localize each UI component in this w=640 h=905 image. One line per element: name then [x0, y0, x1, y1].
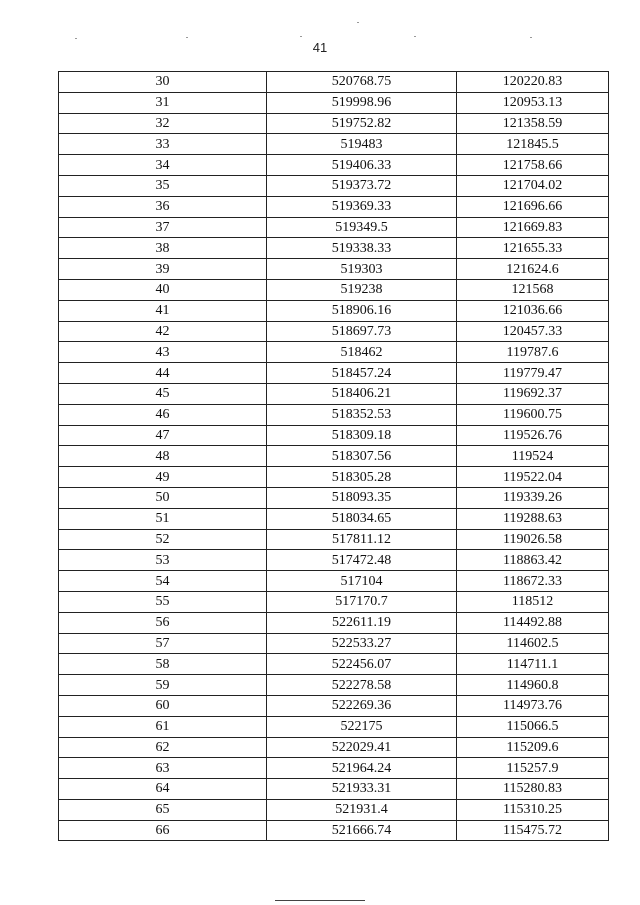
y-coordinate-cell: 114960.8 — [457, 675, 609, 696]
y-coordinate-cell: 119526.76 — [457, 425, 609, 446]
table-row — [59, 342, 609, 363]
table-row — [59, 321, 609, 342]
point-number-cell: 41 — [59, 300, 267, 321]
x-coordinate-cell: 521964.24 — [267, 758, 457, 779]
point-number-cell: 65 — [59, 799, 267, 820]
point-number-cell: 63 — [59, 758, 267, 779]
point-number-cell: 60 — [59, 695, 267, 716]
point-number-cell: 56 — [59, 612, 267, 633]
x-coordinate-cell: 518697.73 — [267, 321, 457, 342]
point-number-cell: 48 — [59, 446, 267, 467]
table-row — [59, 633, 609, 654]
scan-artifact — [357, 22, 359, 23]
point-number-cell: 45 — [59, 383, 267, 404]
y-coordinate-cell: 121758.66 — [457, 155, 609, 176]
y-coordinate-cell: 114492.88 — [457, 612, 609, 633]
table-row — [59, 175, 609, 196]
table-row — [59, 259, 609, 280]
point-number-cell: 66 — [59, 820, 267, 841]
scan-artifact — [530, 37, 532, 38]
point-number-cell: 53 — [59, 550, 267, 571]
y-coordinate-cell: 115066.5 — [457, 716, 609, 737]
table-row — [59, 487, 609, 508]
x-coordinate-cell: 518305.28 — [267, 467, 457, 488]
x-coordinate-cell: 522278.58 — [267, 675, 457, 696]
x-coordinate-cell: 519349.5 — [267, 217, 457, 238]
table-row — [59, 238, 609, 259]
table-row — [59, 571, 609, 592]
point-number-cell: 58 — [59, 654, 267, 675]
point-number-cell: 54 — [59, 571, 267, 592]
y-coordinate-cell: 115257.9 — [457, 758, 609, 779]
point-number-cell: 62 — [59, 737, 267, 758]
table-row — [59, 737, 609, 758]
y-coordinate-cell: 120953.13 — [457, 92, 609, 113]
point-number-cell: 61 — [59, 716, 267, 737]
point-number-cell: 30 — [59, 72, 267, 93]
x-coordinate-cell: 522175 — [267, 716, 457, 737]
point-number-cell: 31 — [59, 92, 267, 113]
y-coordinate-cell: 118672.33 — [457, 571, 609, 592]
table-row — [59, 446, 609, 467]
coordinates-table-container — [58, 71, 608, 841]
y-coordinate-cell: 119339.26 — [457, 487, 609, 508]
x-coordinate-cell: 517170.7 — [267, 591, 457, 612]
table-row — [59, 467, 609, 488]
y-coordinate-cell: 121036.66 — [457, 300, 609, 321]
point-number-cell: 51 — [59, 508, 267, 529]
point-number-cell: 44 — [59, 363, 267, 384]
y-coordinate-cell: 119779.47 — [457, 363, 609, 384]
coordinates-table-body — [59, 72, 609, 841]
x-coordinate-cell: 517811.12 — [267, 529, 457, 550]
y-coordinate-cell: 119524 — [457, 446, 609, 467]
x-coordinate-cell: 518352.53 — [267, 404, 457, 425]
x-coordinate-cell: 518906.16 — [267, 300, 457, 321]
y-coordinate-cell: 114711.1 — [457, 654, 609, 675]
x-coordinate-cell: 518462 — [267, 342, 457, 363]
point-number-cell: 42 — [59, 321, 267, 342]
x-coordinate-cell: 521931.4 — [267, 799, 457, 820]
x-coordinate-cell: 521933.31 — [267, 779, 457, 800]
table-row — [59, 72, 609, 93]
x-coordinate-cell: 519483 — [267, 134, 457, 155]
x-coordinate-cell: 520768.75 — [267, 72, 457, 93]
y-coordinate-cell: 119288.63 — [457, 508, 609, 529]
x-coordinate-cell: 517104 — [267, 571, 457, 592]
table-row — [59, 695, 609, 716]
table-row — [59, 113, 609, 134]
table-row — [59, 799, 609, 820]
y-coordinate-cell: 119026.58 — [457, 529, 609, 550]
table-row — [59, 779, 609, 800]
y-coordinate-cell: 121696.66 — [457, 196, 609, 217]
table-row — [59, 758, 609, 779]
x-coordinate-cell: 519752.82 — [267, 113, 457, 134]
point-number-cell: 33 — [59, 134, 267, 155]
point-number-cell: 50 — [59, 487, 267, 508]
x-coordinate-cell: 522029.41 — [267, 737, 457, 758]
table-row — [59, 591, 609, 612]
y-coordinate-cell: 121358.59 — [457, 113, 609, 134]
table-row — [59, 217, 609, 238]
y-coordinate-cell: 121704.02 — [457, 175, 609, 196]
y-coordinate-cell: 119692.37 — [457, 383, 609, 404]
table-row — [59, 404, 609, 425]
table-row — [59, 425, 609, 446]
y-coordinate-cell: 119522.04 — [457, 467, 609, 488]
point-number-cell: 37 — [59, 217, 267, 238]
table-row — [59, 716, 609, 737]
point-number-cell: 40 — [59, 279, 267, 300]
point-number-cell: 57 — [59, 633, 267, 654]
point-number-cell: 32 — [59, 113, 267, 134]
y-coordinate-cell: 115280.83 — [457, 779, 609, 800]
point-number-cell: 52 — [59, 529, 267, 550]
x-coordinate-cell: 518093.35 — [267, 487, 457, 508]
x-coordinate-cell: 519373.72 — [267, 175, 457, 196]
table-row — [59, 550, 609, 571]
x-coordinate-cell: 518034.65 — [267, 508, 457, 529]
y-coordinate-cell: 120220.83 — [457, 72, 609, 93]
x-coordinate-cell: 519998.96 — [267, 92, 457, 113]
x-coordinate-cell: 519369.33 — [267, 196, 457, 217]
point-number-cell: 39 — [59, 259, 267, 280]
point-number-cell: 46 — [59, 404, 267, 425]
x-coordinate-cell: 519238 — [267, 279, 457, 300]
x-coordinate-cell: 522533.27 — [267, 633, 457, 654]
table-row — [59, 196, 609, 217]
table-row — [59, 300, 609, 321]
table-row — [59, 675, 609, 696]
x-coordinate-cell: 518457.24 — [267, 363, 457, 384]
x-coordinate-cell: 522269.36 — [267, 695, 457, 716]
table-row — [59, 654, 609, 675]
y-coordinate-cell: 119600.75 — [457, 404, 609, 425]
scan-artifact — [414, 36, 416, 37]
y-coordinate-cell: 121624.6 — [457, 259, 609, 280]
x-coordinate-cell: 518309.18 — [267, 425, 457, 446]
x-coordinate-cell: 517472.48 — [267, 550, 457, 571]
x-coordinate-cell: 518307.56 — [267, 446, 457, 467]
y-coordinate-cell: 114602.5 — [457, 633, 609, 654]
table-row — [59, 155, 609, 176]
table-row — [59, 612, 609, 633]
y-coordinate-cell: 121669.83 — [457, 217, 609, 238]
point-number-cell: 47 — [59, 425, 267, 446]
x-coordinate-cell: 522456.07 — [267, 654, 457, 675]
y-coordinate-cell: 114973.76 — [457, 695, 609, 716]
y-coordinate-cell: 115475.72 — [457, 820, 609, 841]
x-coordinate-cell: 522611.19 — [267, 612, 457, 633]
y-coordinate-cell: 119787.6 — [457, 342, 609, 363]
point-number-cell: 59 — [59, 675, 267, 696]
x-coordinate-cell: 519406.33 — [267, 155, 457, 176]
point-number-cell: 43 — [59, 342, 267, 363]
coordinates-table — [58, 71, 609, 841]
y-coordinate-cell: 115310.25 — [457, 799, 609, 820]
point-number-cell: 55 — [59, 591, 267, 612]
y-coordinate-cell: 121568 — [457, 279, 609, 300]
x-coordinate-cell: 521666.74 — [267, 820, 457, 841]
scan-artifact — [300, 36, 302, 37]
y-coordinate-cell: 118512 — [457, 591, 609, 612]
point-number-cell: 36 — [59, 196, 267, 217]
point-number-cell: 34 — [59, 155, 267, 176]
footer-rule — [275, 900, 365, 901]
x-coordinate-cell: 519338.33 — [267, 238, 457, 259]
table-row — [59, 92, 609, 113]
page-number: 41 — [312, 40, 328, 55]
y-coordinate-cell: 115209.6 — [457, 737, 609, 758]
point-number-cell: 49 — [59, 467, 267, 488]
point-number-cell: 64 — [59, 779, 267, 800]
scan-artifact — [75, 38, 77, 39]
table-row — [59, 383, 609, 404]
x-coordinate-cell: 518406.21 — [267, 383, 457, 404]
y-coordinate-cell: 120457.33 — [457, 321, 609, 342]
scan-artifact — [186, 37, 188, 38]
x-coordinate-cell: 519303 — [267, 259, 457, 280]
table-row — [59, 508, 609, 529]
point-number-cell: 35 — [59, 175, 267, 196]
point-number-cell: 38 — [59, 238, 267, 259]
y-coordinate-cell: 121655.33 — [457, 238, 609, 259]
table-row — [59, 363, 609, 384]
table-row — [59, 279, 609, 300]
table-row — [59, 529, 609, 550]
table-row — [59, 134, 609, 155]
y-coordinate-cell: 121845.5 — [457, 134, 609, 155]
y-coordinate-cell: 118863.42 — [457, 550, 609, 571]
table-row — [59, 820, 609, 841]
